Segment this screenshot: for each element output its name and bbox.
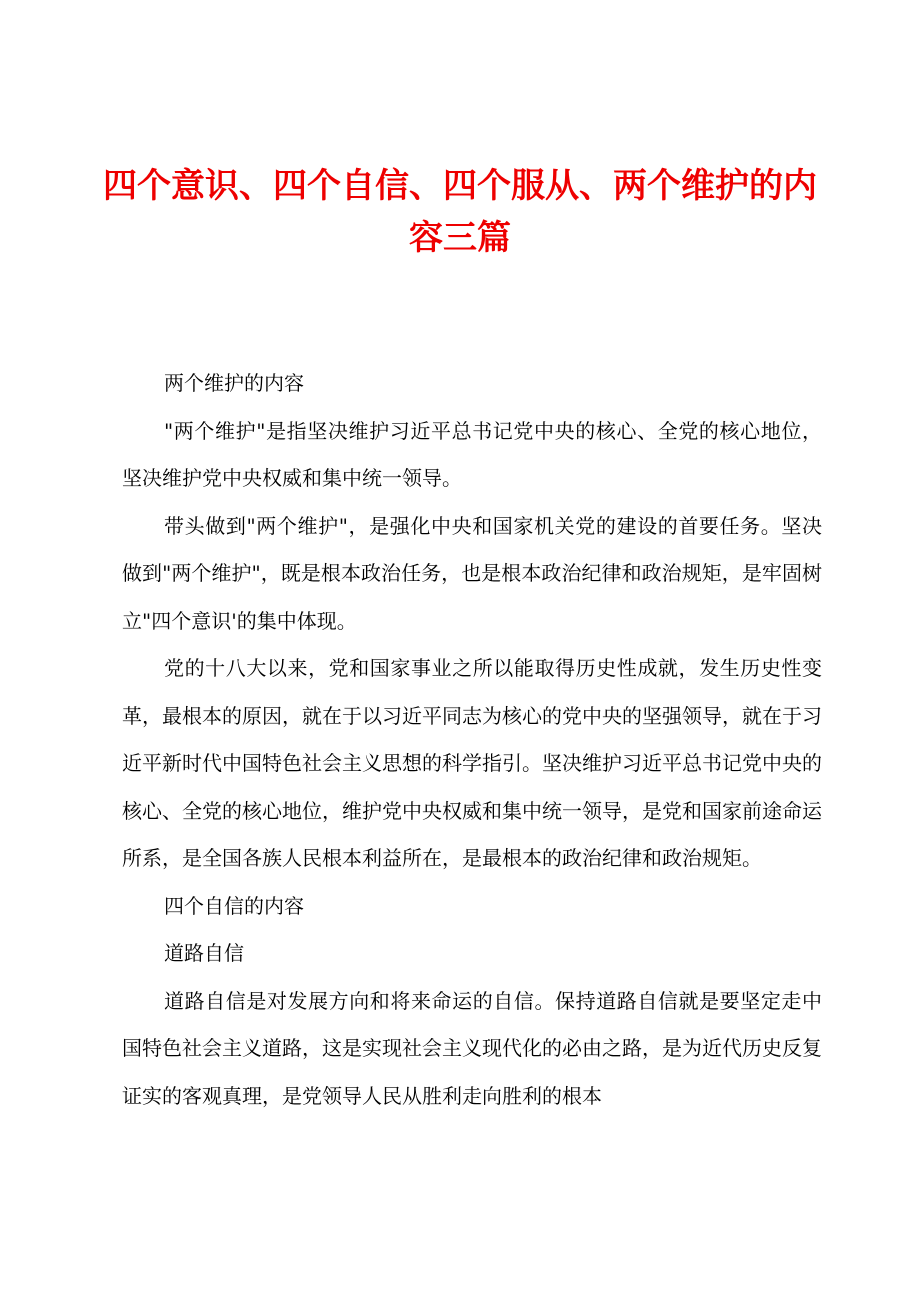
paragraph-two-safeguards-task: 带头做到"两个维护"，是强化中央和国家机关党的建设的首要任务。坚决做到"两个维护"，既是根本政治任务，也是根本政治纪律和政治规矩，是牢固树立"四个意识'的集中体现。 (122, 513, 822, 633)
document-body (122, 360, 822, 1120)
subheading-path-confidence: 道路自信 (164, 941, 244, 965)
section-heading-four-confidences: 四个自信的内容 (164, 893, 304, 918)
paragraph-eighteenth-congress: 党的十八大以来，党和国家事业之所以能取得历史性成就，发生历史性变革，最根本的原因，就在于以习近平同志为核心的党中央的坚强领导，就在于习近平新时代中国特色社会主义思想的科学指引。坚决维护习近平总书记党中央的核心、全党的核心地位，维护党中央权威和集中统一领导，是党和国家前途命运所系，是全国各族人民根本利益所在，是最根本的政治纪律和政治规矩。 (122, 656, 822, 870)
paragraph-path-confidence: 道路自信是对发展方向和将来命运的自信。保持道路自信就是要坚定走中国特色社会主义道路，这是实现社会主义现代化的必由之路，是为近代历史反复证实的客观真理，是党领导人民从胜利走向胜利的根本 (122, 988, 822, 1108)
paragraph-two-safeguards-definition: "两个维护"是指坚决维护习近平总书记党中央的核心、全党的核心地位，坚决维护党中央权威和集中统一领导。 (122, 418, 822, 490)
document-title: 四个意识、四个自信、四个服从、两个维护的内容三篇 (103, 166, 817, 258)
section-heading-two-safeguards: 两个维护的内容 (164, 371, 304, 395)
